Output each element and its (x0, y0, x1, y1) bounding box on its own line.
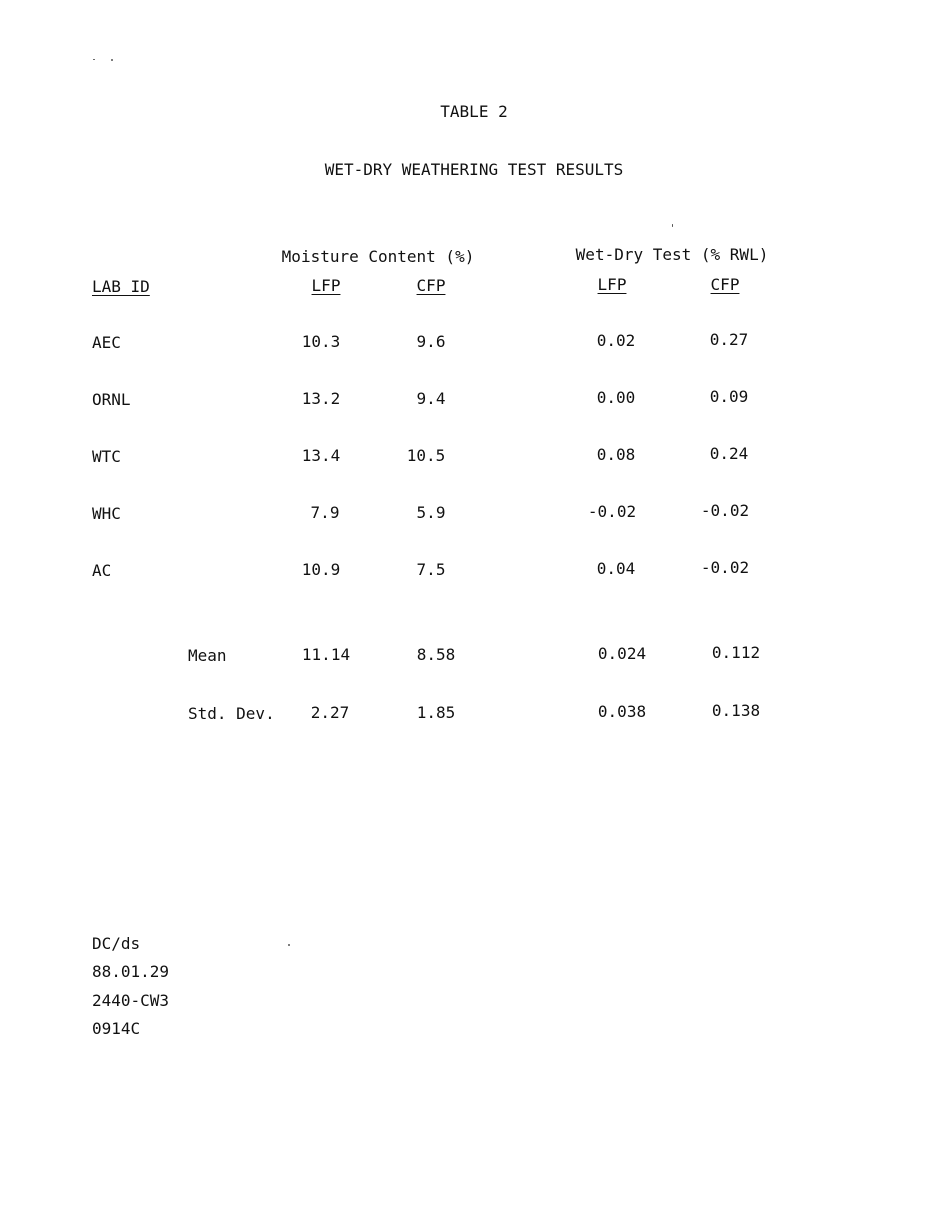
row-wetdry-cfp: -0.02 (700, 558, 750, 577)
row-lab-id: WTC (92, 447, 121, 466)
row-wetdry-cfp: 0.27 (709, 330, 749, 349)
moisture-cfp-header: CFP (416, 276, 446, 295)
footer-initials: DC/ds (92, 934, 141, 953)
mean-wetdry-lfp: 0.024 (597, 644, 647, 663)
row-wetdry-cfp: -0.02 (700, 501, 750, 520)
row-wetdry-cfp: 0.09 (709, 387, 749, 406)
table-number: TABLE 2 (440, 102, 508, 121)
row-lab-id: AC (92, 561, 112, 580)
row-moisture-cfp: 7.5 (416, 560, 446, 579)
row-lab-id: WHC (92, 504, 121, 523)
scan-speck (111, 59, 113, 61)
wetdry-cfp-header: CFP (710, 275, 740, 294)
table-title: WET-DRY WEATHERING TEST RESULTS (324, 160, 624, 179)
std-dev-wetdry-cfp: 0.138 (711, 701, 761, 720)
std-dev-wetdry-lfp: 0.038 (597, 702, 647, 721)
row-moisture-lfp: 13.2 (301, 389, 341, 408)
row-lab-id: AEC (92, 333, 121, 352)
wet-dry-test-header: Wet-Dry Test (% RWL) (575, 245, 769, 264)
mean-label: Mean (188, 646, 227, 665)
scan-speck (672, 224, 673, 227)
mean-moisture-cfp: 8.58 (416, 645, 456, 664)
row-moisture-lfp: 7.9 (310, 503, 340, 522)
std-dev-label: Std. Dev. (188, 704, 275, 723)
row-moisture-lfp: 13.4 (301, 446, 341, 465)
moisture-lfp-header: LFP (311, 276, 341, 295)
row-moisture-cfp: 9.4 (416, 389, 446, 408)
row-wetdry-lfp: 0.08 (596, 445, 636, 464)
row-moisture-lfp: 10.9 (301, 560, 341, 579)
lab-id-header: LAB ID (92, 277, 150, 296)
mean-moisture-lfp: 11.14 (301, 645, 351, 664)
row-wetdry-lfp: -0.02 (587, 502, 637, 521)
row-moisture-cfp: 5.9 (416, 503, 446, 522)
footer-doc-code: 2440-CW3 (92, 991, 170, 1010)
row-wetdry-cfp: 0.24 (709, 444, 749, 463)
row-moisture-cfp: 9.6 (416, 332, 446, 351)
row-wetdry-lfp: 0.04 (596, 559, 636, 578)
wetdry-lfp-header: LFP (597, 275, 627, 294)
footer-file-code: 0914C (92, 1019, 141, 1038)
std-dev-moisture-lfp: 2.27 (310, 703, 350, 722)
scan-speck (288, 944, 290, 946)
moisture-content-header: Moisture Content (%) (281, 247, 475, 266)
mean-wetdry-cfp: 0.112 (711, 643, 761, 662)
row-moisture-cfp: 10.5 (406, 446, 446, 465)
scan-speck (93, 59, 95, 60)
row-lab-id: ORNL (92, 390, 131, 409)
std-dev-moisture-cfp: 1.85 (416, 703, 456, 722)
row-wetdry-lfp: 0.00 (596, 388, 636, 407)
row-moisture-lfp: 10.3 (301, 332, 341, 351)
row-wetdry-lfp: 0.02 (596, 331, 636, 350)
footer-date: 88.01.29 (92, 962, 170, 981)
